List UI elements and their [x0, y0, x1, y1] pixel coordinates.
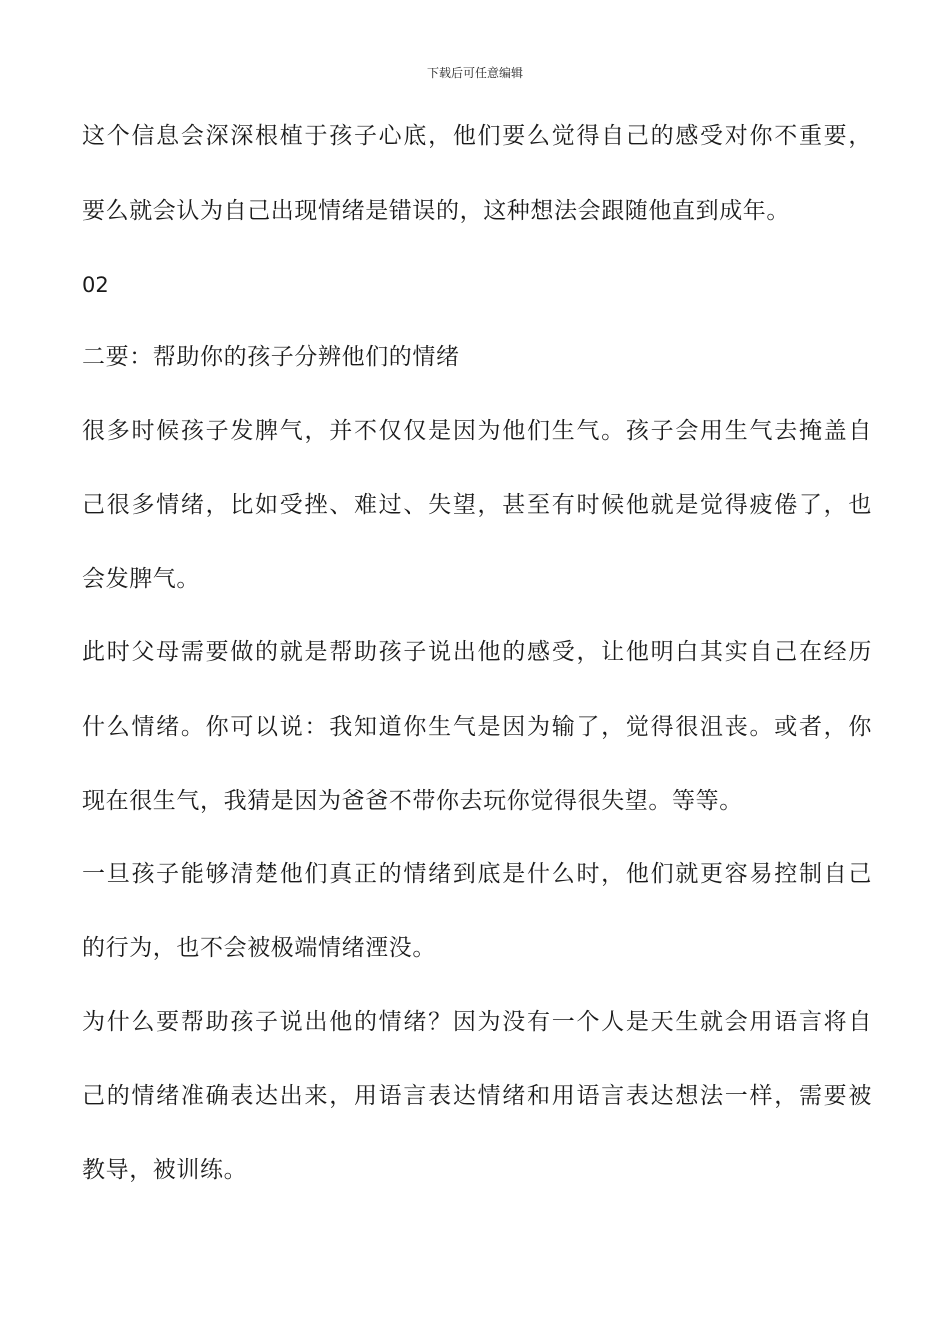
- text-line: 己很多情绪，比如受挫、难过、失望，甚至有时候他就是觉得疲倦了，也: [82, 492, 872, 518]
- text-line: 教导，被训练。: [82, 1157, 248, 1183]
- section-heading: 二要：帮助你的孩子分辨他们的情绪: [82, 344, 460, 370]
- text-line: 此时父母需要做的就是帮助孩子说出他的感受，让他明白其实自己在经历: [82, 639, 872, 665]
- text-line: 为什么要帮助孩子说出他的情绪？因为没有一个人是天生就会用语言将自: [82, 1009, 872, 1035]
- text-line: 己的情绪准确表达出来，用语言表达情绪和用语言表达想法一样，需要被: [82, 1083, 872, 1109]
- page-header-note: 下载后可任意编辑: [426, 66, 523, 80]
- text-line: 的行为，也不会被极端情绪湮没。: [82, 935, 436, 961]
- text-line: 一旦孩子能够清楚他们真正的情绪到底是什么时，他们就更容易控制自己: [82, 861, 872, 887]
- text-line: 会发脾气。: [82, 566, 200, 592]
- text-line: 很多时候孩子发脾气，并不仅仅是因为他们生气。孩子会用生气去掩盖自: [82, 418, 872, 444]
- text-line: 什么情绪。你可以说：我知道你生气是因为输了，觉得很沮丧。或者，你: [82, 714, 872, 740]
- section-number: 02: [82, 273, 109, 297]
- text-line: 现在很生气，我猜是因为爸爸不带你去玩你觉得很失望。等等。: [82, 788, 743, 814]
- text-line: 要么就会认为自己出现情绪是错误的，这种想法会跟随他直到成年。: [82, 198, 790, 224]
- text-line: 这个信息会深深根植于孩子心底，他们要么觉得自己的感受对你不重要，: [82, 123, 872, 149]
